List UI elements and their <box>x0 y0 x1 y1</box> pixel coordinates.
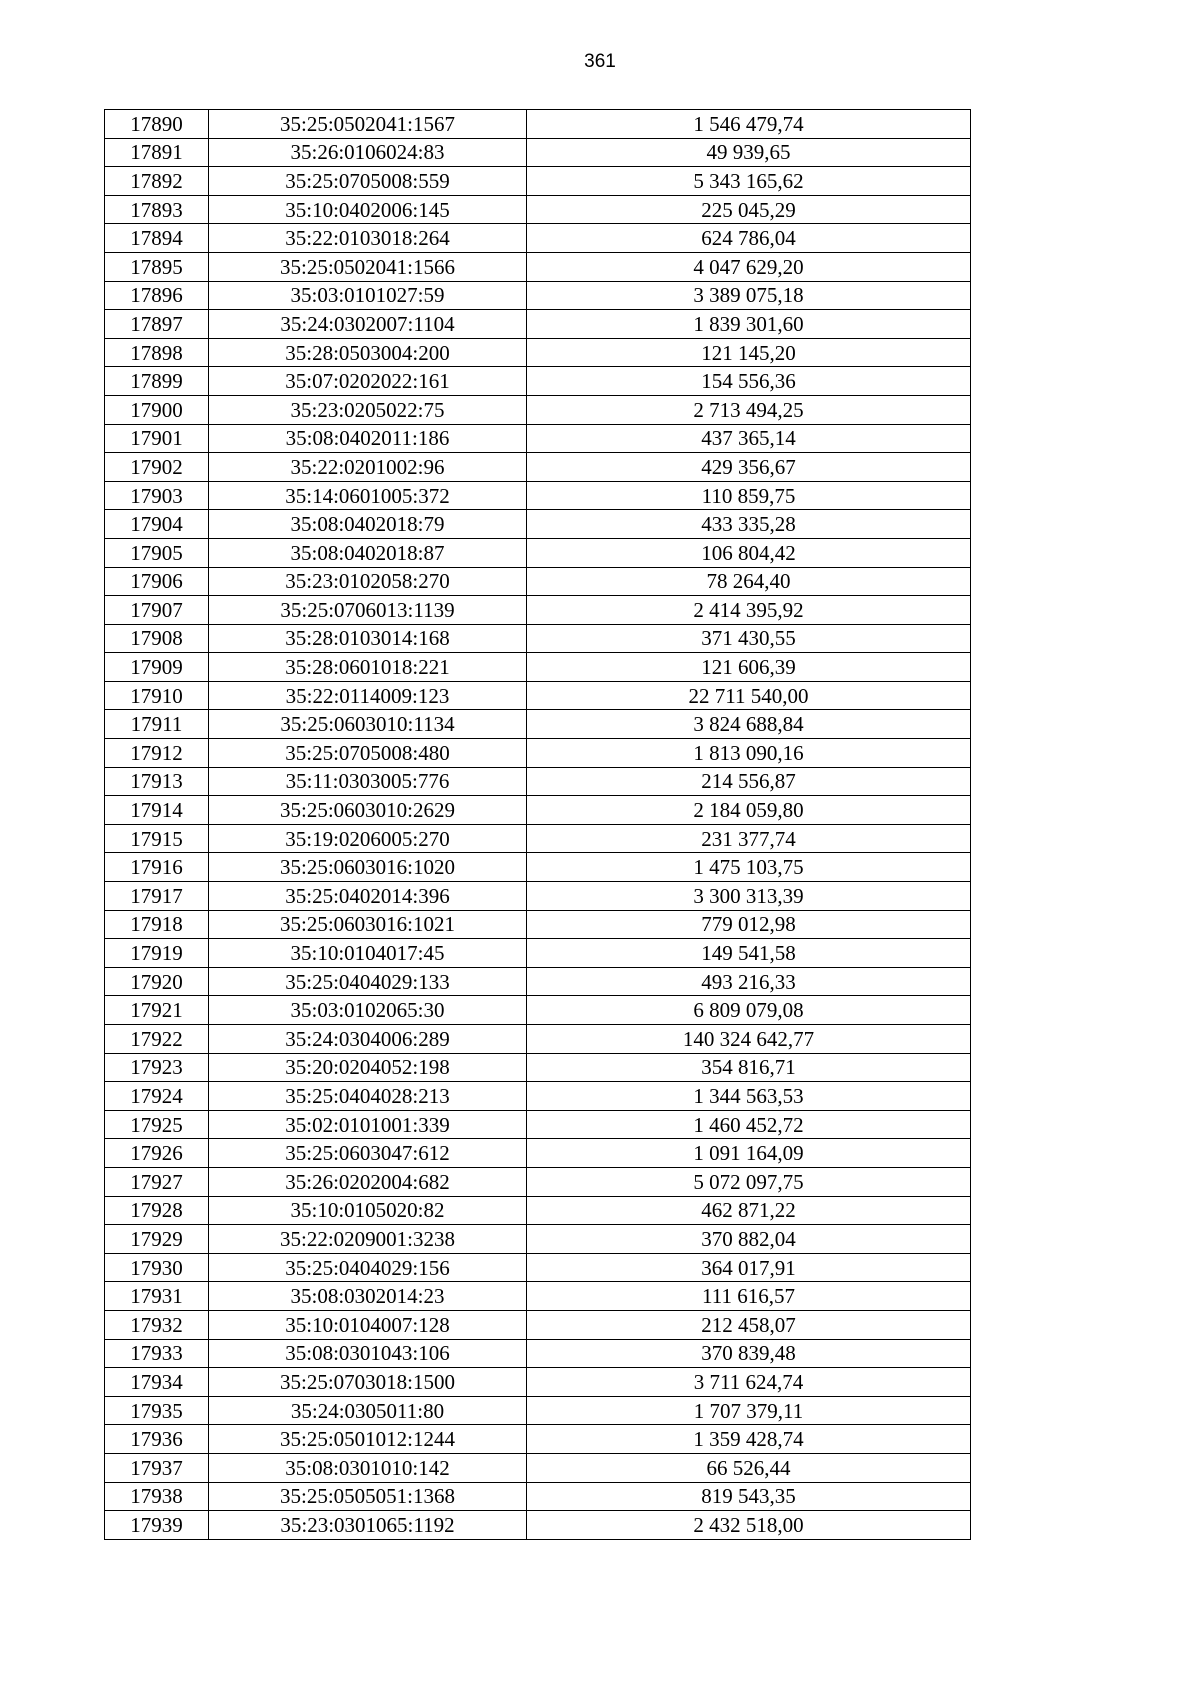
row-number-cell: 17894 <box>105 224 209 253</box>
table-row <box>105 424 971 453</box>
table-row <box>105 167 971 196</box>
cadastral-number-cell: 35:28:0103014:168 <box>209 624 527 653</box>
cadastral-value-cell: 3 824 688,84 <box>527 710 971 739</box>
table-body <box>105 110 971 1540</box>
table-row <box>105 653 971 682</box>
cadastral-number-cell: 35:25:0603010:1134 <box>209 710 527 739</box>
row-number-cell: 17906 <box>105 567 209 596</box>
table-row <box>105 681 971 710</box>
cadastral-value-cell: 1 460 452,72 <box>527 1110 971 1139</box>
cadastral-number-cell: 35:25:0705008:480 <box>209 739 527 768</box>
cadastral-number-cell: 35:11:0303005:776 <box>209 767 527 796</box>
cadastral-value-cell: 3 300 313,39 <box>527 882 971 911</box>
row-number-cell: 17925 <box>105 1110 209 1139</box>
table-row <box>105 1139 971 1168</box>
cadastral-value-cell: 462 871,22 <box>527 1196 971 1225</box>
cadastral-value-cell: 1 707 379,11 <box>527 1396 971 1425</box>
cadastral-value-cell: 3 711 624,74 <box>527 1368 971 1397</box>
table-row <box>105 967 971 996</box>
row-number-cell: 17903 <box>105 481 209 510</box>
table-row <box>105 338 971 367</box>
cadastral-number-cell: 35:24:0305011:80 <box>209 1396 527 1425</box>
cadastral-number-cell: 35:22:0209001:3238 <box>209 1225 527 1254</box>
table-row <box>105 567 971 596</box>
cadastral-number-cell: 35:10:0105020:82 <box>209 1196 527 1225</box>
row-number-cell: 17929 <box>105 1225 209 1254</box>
row-number-cell: 17938 <box>105 1482 209 1511</box>
row-number-cell: 17931 <box>105 1282 209 1311</box>
cadastral-value-cell: 437 365,14 <box>527 424 971 453</box>
row-number-cell: 17897 <box>105 310 209 339</box>
row-number-cell: 17915 <box>105 824 209 853</box>
cadastral-value-cell: 49 939,65 <box>527 138 971 167</box>
cadastral-number-cell: 35:08:0301043:106 <box>209 1339 527 1368</box>
cadastral-value-cell: 429 356,67 <box>527 453 971 482</box>
table-row <box>105 853 971 882</box>
cadastral-number-cell: 35:25:0502041:1566 <box>209 252 527 281</box>
cadastral-value-cell: 364 017,91 <box>527 1253 971 1282</box>
row-number-cell: 17905 <box>105 538 209 567</box>
cadastral-number-cell: 35:22:0103018:264 <box>209 224 527 253</box>
cadastral-value-cell: 231 377,74 <box>527 824 971 853</box>
table-row <box>105 481 971 510</box>
row-number-cell: 17917 <box>105 882 209 911</box>
cadastral-value-cell: 1 546 479,74 <box>527 110 971 139</box>
cadastral-value-cell: 2 414 395,92 <box>527 596 971 625</box>
row-number-cell: 17921 <box>105 996 209 1025</box>
cadastral-value-cell: 624 786,04 <box>527 224 971 253</box>
cadastral-value-cell: 110 859,75 <box>527 481 971 510</box>
table-row <box>105 1225 971 1254</box>
table-row <box>105 596 971 625</box>
cadastral-number-cell: 35:25:0706013:1139 <box>209 596 527 625</box>
cadastral-value-cell: 106 804,42 <box>527 538 971 567</box>
cadastral-number-cell: 35:07:0202022:161 <box>209 367 527 396</box>
table-row <box>105 281 971 310</box>
row-number-cell: 17926 <box>105 1139 209 1168</box>
cadastral-value-cell: 149 541,58 <box>527 939 971 968</box>
row-number-cell: 17928 <box>105 1196 209 1225</box>
cadastral-value-cell: 111 616,57 <box>527 1282 971 1311</box>
cadastral-value-cell: 214 556,87 <box>527 767 971 796</box>
cadastral-number-cell: 35:25:0603047:612 <box>209 1139 527 1168</box>
cadastral-value-cell: 5 343 165,62 <box>527 167 971 196</box>
row-number-cell: 17909 <box>105 653 209 682</box>
cadastral-number-cell: 35:25:0501012:1244 <box>209 1425 527 1454</box>
cadastral-number-cell: 35:25:0703018:1500 <box>209 1368 527 1397</box>
table-row <box>105 224 971 253</box>
table-row <box>105 1196 971 1225</box>
cadastral-value-cell: 3 389 075,18 <box>527 281 971 310</box>
cadastral-value-cell: 1 813 090,16 <box>527 739 971 768</box>
table-row <box>105 1425 971 1454</box>
table-row <box>105 739 971 768</box>
cadastral-number-cell: 35:26:0106024:83 <box>209 138 527 167</box>
cadastral-number-cell: 35:14:0601005:372 <box>209 481 527 510</box>
cadastral-number-cell: 35:25:0603016:1021 <box>209 910 527 939</box>
table-row <box>105 1396 971 1425</box>
cadastral-number-cell: 35:28:0601018:221 <box>209 653 527 682</box>
cadastral-number-cell: 35:23:0301065:1192 <box>209 1511 527 1540</box>
cadastral-value-cell: 5 072 097,75 <box>527 1167 971 1196</box>
row-number-cell: 17927 <box>105 1167 209 1196</box>
row-number-cell: 17896 <box>105 281 209 310</box>
table-row <box>105 996 971 1025</box>
cadastral-value-cell: 433 335,28 <box>527 510 971 539</box>
table-row <box>105 1082 971 1111</box>
cadastral-number-cell: 35:10:0104017:45 <box>209 939 527 968</box>
cadastral-number-cell: 35:25:0505051:1368 <box>209 1482 527 1511</box>
cadastral-number-cell: 35:25:0404028:213 <box>209 1082 527 1111</box>
cadastral-value-cell: 212 458,07 <box>527 1310 971 1339</box>
table-row <box>105 624 971 653</box>
cadastral-value-cell: 2 184 059,80 <box>527 796 971 825</box>
cadastral-value-cell: 779 012,98 <box>527 910 971 939</box>
table-row <box>105 824 971 853</box>
table-row <box>105 1110 971 1139</box>
cadastral-value-cell: 121 145,20 <box>527 338 971 367</box>
row-number-cell: 17920 <box>105 967 209 996</box>
cadastral-number-cell: 35:25:0603016:1020 <box>209 853 527 882</box>
row-number-cell: 17932 <box>105 1310 209 1339</box>
cadastral-value-cell: 1 344 563,53 <box>527 1082 971 1111</box>
table-row <box>105 510 971 539</box>
cadastral-number-cell: 35:25:0402014:396 <box>209 882 527 911</box>
cadastral-value-cell: 4 047 629,20 <box>527 252 971 281</box>
cadastral-number-cell: 35:25:0502041:1567 <box>209 110 527 139</box>
table-row <box>105 538 971 567</box>
cadastral-number-cell: 35:20:0204052:198 <box>209 1053 527 1082</box>
row-number-cell: 17895 <box>105 252 209 281</box>
cadastral-number-cell: 35:24:0304006:289 <box>209 1025 527 1054</box>
cadastral-number-cell: 35:19:0206005:270 <box>209 824 527 853</box>
table-row <box>105 767 971 796</box>
cadastral-number-cell: 35:25:0603010:2629 <box>209 796 527 825</box>
cadastral-value-cell: 78 264,40 <box>527 567 971 596</box>
row-number-cell: 17914 <box>105 796 209 825</box>
cadastral-number-cell: 35:28:0503004:200 <box>209 338 527 367</box>
row-number-cell: 17902 <box>105 453 209 482</box>
cadastral-value-cell: 819 543,35 <box>527 1482 971 1511</box>
table-row <box>105 1310 971 1339</box>
row-number-cell: 17893 <box>105 195 209 224</box>
row-number-cell: 17939 <box>105 1511 209 1540</box>
cadastral-number-cell: 35:25:0404029:133 <box>209 967 527 996</box>
table-row <box>105 1482 971 1511</box>
row-number-cell: 17901 <box>105 424 209 453</box>
table-row <box>105 939 971 968</box>
table-row <box>105 1453 971 1482</box>
cadastral-value-table <box>104 109 971 1540</box>
row-number-cell: 17930 <box>105 1253 209 1282</box>
row-number-cell: 17910 <box>105 681 209 710</box>
row-number-cell: 17936 <box>105 1425 209 1454</box>
cadastral-number-cell: 35:25:0705008:559 <box>209 167 527 196</box>
cadastral-value-cell: 1 359 428,74 <box>527 1425 971 1454</box>
cadastral-number-cell: 35:03:0102065:30 <box>209 996 527 1025</box>
table-row <box>105 710 971 739</box>
cadastral-number-cell: 35:23:0205022:75 <box>209 395 527 424</box>
row-number-cell: 17937 <box>105 1453 209 1482</box>
cadastral-value-cell: 6 809 079,08 <box>527 996 971 1025</box>
table-row <box>105 1282 971 1311</box>
cadastral-number-cell: 35:08:0402018:79 <box>209 510 527 539</box>
row-number-cell: 17934 <box>105 1368 209 1397</box>
cadastral-value-cell: 1 839 301,60 <box>527 310 971 339</box>
row-number-cell: 17912 <box>105 739 209 768</box>
row-number-cell: 17899 <box>105 367 209 396</box>
table-row <box>105 110 971 139</box>
row-number-cell: 17919 <box>105 939 209 968</box>
cadastral-value-cell: 1 475 103,75 <box>527 853 971 882</box>
row-number-cell: 17923 <box>105 1053 209 1082</box>
cadastral-number-cell: 35:02:0101001:339 <box>209 1110 527 1139</box>
cadastral-number-cell: 35:08:0402011:186 <box>209 424 527 453</box>
cadastral-number-cell: 35:10:0104007:128 <box>209 1310 527 1339</box>
row-number-cell: 17933 <box>105 1339 209 1368</box>
cadastral-value-cell: 66 526,44 <box>527 1453 971 1482</box>
cadastral-value-cell: 2 432 518,00 <box>527 1511 971 1540</box>
cadastral-value-cell: 154 556,36 <box>527 367 971 396</box>
cadastral-value-cell: 121 606,39 <box>527 653 971 682</box>
table-row <box>105 1053 971 1082</box>
cadastral-number-cell: 35:08:0302014:23 <box>209 1282 527 1311</box>
row-number-cell: 17898 <box>105 338 209 367</box>
row-number-cell: 17916 <box>105 853 209 882</box>
table-row <box>105 1167 971 1196</box>
cadastral-value-cell: 22 711 540,00 <box>527 681 971 710</box>
row-number-cell: 17913 <box>105 767 209 796</box>
row-number-cell: 17891 <box>105 138 209 167</box>
row-number-cell: 17904 <box>105 510 209 539</box>
cadastral-number-cell: 35:10:0402006:145 <box>209 195 527 224</box>
row-number-cell: 17907 <box>105 596 209 625</box>
cadastral-number-cell: 35:25:0404029:156 <box>209 1253 527 1282</box>
row-number-cell: 17890 <box>105 110 209 139</box>
row-number-cell: 17908 <box>105 624 209 653</box>
table-row <box>105 1253 971 1282</box>
row-number-cell: 17892 <box>105 167 209 196</box>
cadastral-number-cell: 35:22:0114009:123 <box>209 681 527 710</box>
cadastral-value-cell: 493 216,33 <box>527 967 971 996</box>
cadastral-value-cell: 225 045,29 <box>527 195 971 224</box>
cadastral-value-cell: 140 324 642,77 <box>527 1025 971 1054</box>
cadastral-number-cell: 35:08:0301010:142 <box>209 1453 527 1482</box>
cadastral-value-cell: 370 839,48 <box>527 1339 971 1368</box>
table-row <box>105 882 971 911</box>
cadastral-number-cell: 35:23:0102058:270 <box>209 567 527 596</box>
table-row <box>105 1339 971 1368</box>
table-row <box>105 310 971 339</box>
row-number-cell: 17935 <box>105 1396 209 1425</box>
table-row <box>105 1511 971 1540</box>
table-row <box>105 1025 971 1054</box>
cadastral-number-cell: 35:08:0402018:87 <box>209 538 527 567</box>
row-number-cell: 17900 <box>105 395 209 424</box>
table-row <box>105 796 971 825</box>
cadastral-number-cell: 35:24:0302007:1104 <box>209 310 527 339</box>
table-row <box>105 138 971 167</box>
cadastral-value-cell: 1 091 164,09 <box>527 1139 971 1168</box>
table-row <box>105 910 971 939</box>
row-number-cell: 17922 <box>105 1025 209 1054</box>
row-number-cell: 17918 <box>105 910 209 939</box>
row-number-cell: 17924 <box>105 1082 209 1111</box>
table-row <box>105 252 971 281</box>
cadastral-number-cell: 35:26:0202004:682 <box>209 1167 527 1196</box>
cadastral-value-cell: 370 882,04 <box>527 1225 971 1254</box>
cadastral-value-cell: 2 713 494,25 <box>527 395 971 424</box>
table-row <box>105 395 971 424</box>
cadastral-value-cell: 354 816,71 <box>527 1053 971 1082</box>
table-row <box>105 367 971 396</box>
cadastral-number-cell: 35:03:0101027:59 <box>209 281 527 310</box>
cadastral-value-cell: 371 430,55 <box>527 624 971 653</box>
table-row <box>105 453 971 482</box>
page-number: 361 <box>584 51 616 72</box>
table-row <box>105 195 971 224</box>
row-number-cell: 17911 <box>105 710 209 739</box>
table-row <box>105 1368 971 1397</box>
cadastral-number-cell: 35:22:0201002:96 <box>209 453 527 482</box>
